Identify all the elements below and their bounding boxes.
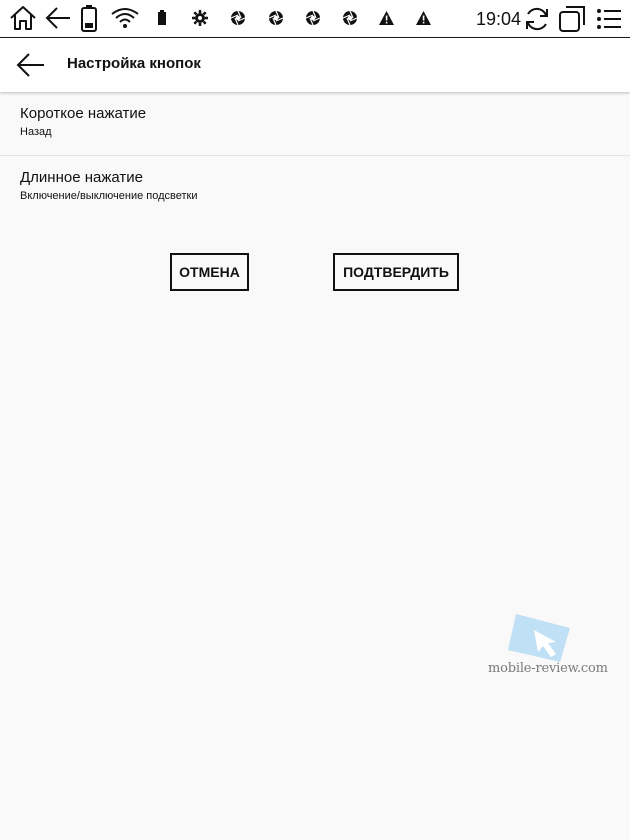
confirm-button[interactable]: ПОДТВЕРДИТЬ [333,253,459,291]
cancel-button[interactable]: ОТМЕНА [170,253,249,291]
status-bar [0,0,630,38]
window-icon[interactable] [558,5,586,33]
sync-icon[interactable] [523,5,551,33]
setting-label: Длинное нажатие [20,169,143,186]
wifi-icon [110,6,140,30]
battery-icon [80,4,98,33]
setting-value: Назад [20,126,52,138]
back-arrow-icon[interactable] [44,4,72,32]
aperture-icon [342,10,358,26]
page-title: Настройка кнопок [67,55,201,72]
warning-icon [379,11,394,25]
clock: 19:04 [476,9,522,29]
setting-value: Включение/выключение подсветки [20,190,198,202]
warning-icon [416,11,431,25]
back-button[interactable] [14,48,48,82]
setting-short-press[interactable] [0,93,630,156]
setting-label: Короткое нажатие [20,105,147,122]
divider [0,155,630,156]
battery-small-icon [157,10,167,26]
menu-icon[interactable] [596,6,622,32]
aperture-icon [305,10,321,26]
gear-icon [192,10,208,26]
watermark-text: mobile-review.com [488,661,608,676]
app-header [0,38,630,92]
aperture-icon [230,10,246,26]
home-icon[interactable] [8,4,38,32]
setting-long-press[interactable] [0,157,630,220]
aperture-icon [268,10,284,26]
